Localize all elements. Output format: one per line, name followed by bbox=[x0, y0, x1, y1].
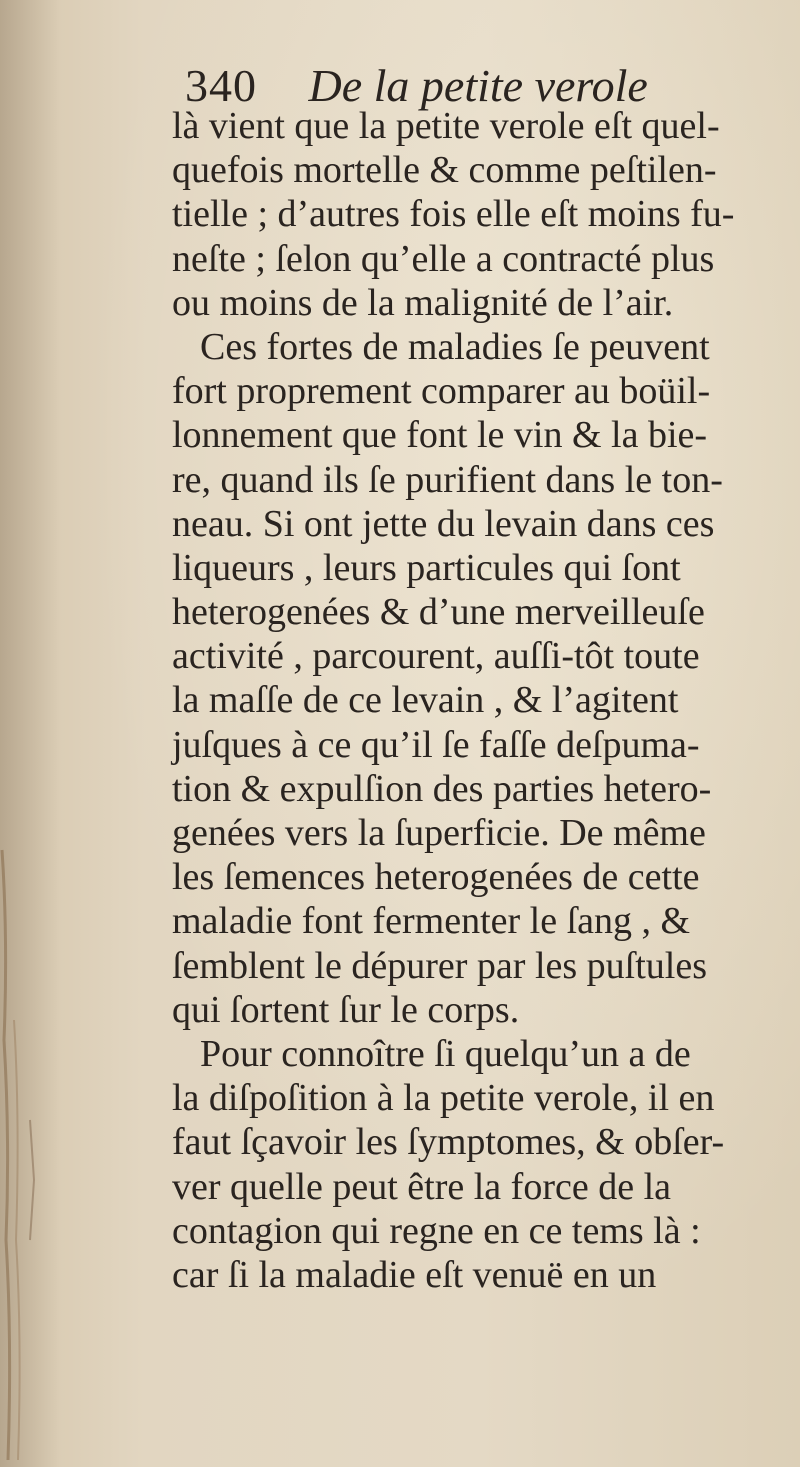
text-line: neau. Si ont jette du levain dans ces bbox=[172, 502, 715, 545]
text-line: la maſſe de ce levain , & l’agitent bbox=[172, 679, 679, 722]
text-line: maladie font fermenter le ſang , & bbox=[172, 900, 691, 943]
text-line: ou moins de la malignité de l’air. bbox=[172, 281, 674, 324]
text-line: faut ſçavoir les ſymptomes, & obſer- bbox=[172, 1121, 725, 1164]
body-text bbox=[172, 104, 787, 1297]
text-line: juſques à ce qu’il ſe faſſe deſpuma- bbox=[172, 723, 700, 766]
text-line: activité , parcourent, auſſi-tôt toute bbox=[172, 635, 700, 678]
text-line: neſte ; ſelon qu’elle a contracté plus bbox=[172, 237, 715, 280]
text-line: contagion qui regne en ce tems là : bbox=[172, 1209, 701, 1252]
page-edge-stain bbox=[0, 820, 50, 1467]
page-number: 340 bbox=[185, 60, 257, 111]
text-line: re, quand ils ſe purifient dans le ton- bbox=[172, 458, 723, 501]
text-line: fort proprement comparer au boüil- bbox=[172, 370, 711, 413]
text-line: là vient que la petite verole eſt quel- bbox=[172, 105, 720, 147]
text-line: qui ſortent ſur le corps. bbox=[172, 988, 520, 1031]
text-line: heterogenées & d’une merveilleuſe bbox=[172, 591, 705, 634]
paragraph-start-line: Ces fortes de maladies ſe peuvent bbox=[200, 325, 710, 368]
text-line: ſemblent le dépurer par les puſtules bbox=[172, 944, 707, 987]
text-line: quefois mortelle & comme peſtilen- bbox=[172, 149, 717, 192]
text-line: ver quelle peut être la force de la bbox=[172, 1165, 671, 1208]
text-line: genées vers la ſuperficie. De même bbox=[172, 812, 706, 854]
text-line: tion & expulſion des parties hetero- bbox=[172, 767, 712, 810]
text-line: les ſemences heterogenées de cette bbox=[172, 856, 700, 899]
text-line: liqueurs , leurs particules qui ſont bbox=[172, 546, 681, 589]
text-line: la diſpoſition à la petite verole, il en bbox=[172, 1077, 715, 1120]
text-line: tielle ; d’autres fois elle eſt moins fu- bbox=[172, 193, 735, 236]
paragraph-start-line: Pour connoître ſi quelqu’un a de bbox=[200, 1032, 691, 1075]
running-title: De la petite verole bbox=[308, 60, 648, 111]
text-line: car ſi la maladie eſt venuë en un bbox=[172, 1253, 657, 1296]
text-line: lonnement que font le vin & la bie- bbox=[172, 414, 708, 457]
